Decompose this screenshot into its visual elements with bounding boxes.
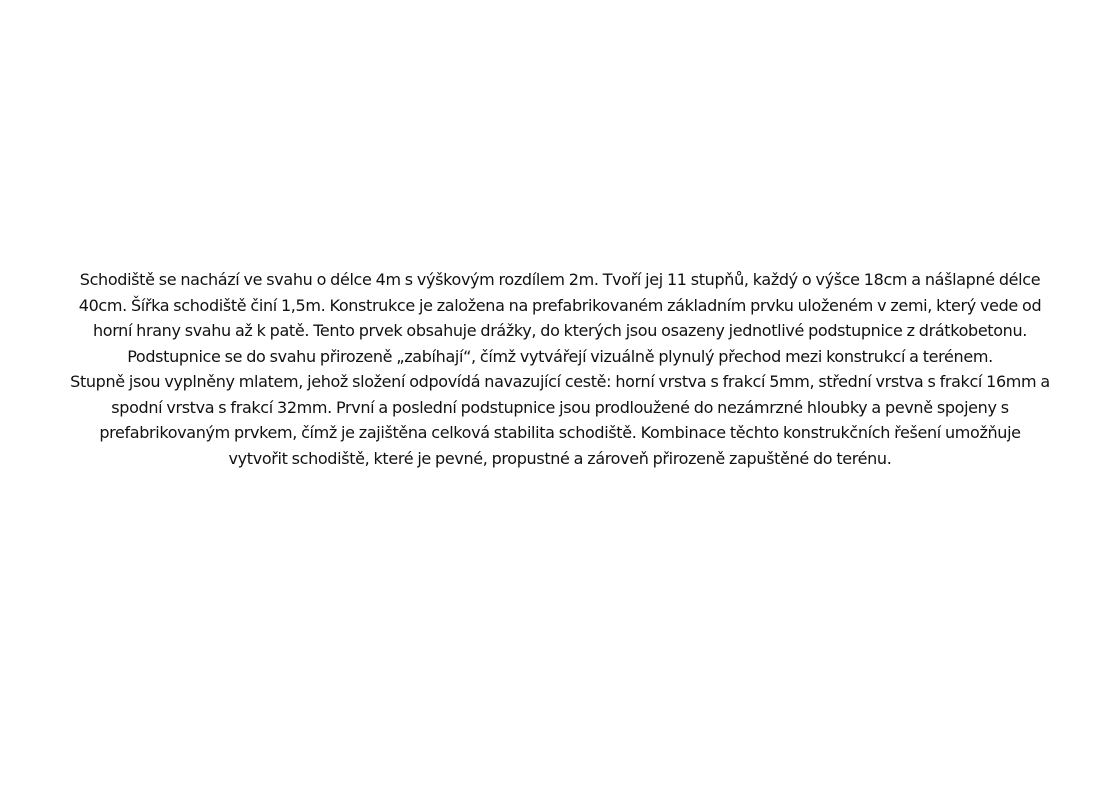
description-text-block bbox=[70, 267, 1050, 471]
paragraph-construction: Schodiště se nachází ve svahu o délce 4m s výškovým rozdílem 2m. Tvoří jej 11 stupňů, každý o výšce 18cm a nášlapné délce 40cm. Šířka schodiště činí 1,5m. Konstrukce je založena na prefabrikovaném základním prvku uloženém v zemi, který vede od horní hrany svahu až k patě. Tento prvek obsahuje drážky, do kterých jsou osazeny jednotlivé podstupnice z drátkobetonu. Podstupnice se do svahu přirozeně „zabíhají“, čímž vytvářejí vizuálně plynulý přechod mezi konstrukcí a terénem. bbox=[78, 270, 1042, 366]
paragraph-materials: Stupně jsou vyplněny mlatem, jehož složení odpovídá navazující cestě: horní vrstva s frakcí 5mm, střední vrstva s frakcí 16mm a spodní vrstva s frakcí 32mm. První a poslední podstupnice jsou prodloužené do nezámrzné hloubky a pevně spojeny s prefabrikovaným prvkem, čímž je zajištěna celková stabilita schodiště. Kombinace těchto konstrukčních řešení umožňuje vytvořit schodiště, které je pevné, propustné a zároveň přirozeně zapuštěné do terénu. bbox=[70, 372, 1050, 468]
